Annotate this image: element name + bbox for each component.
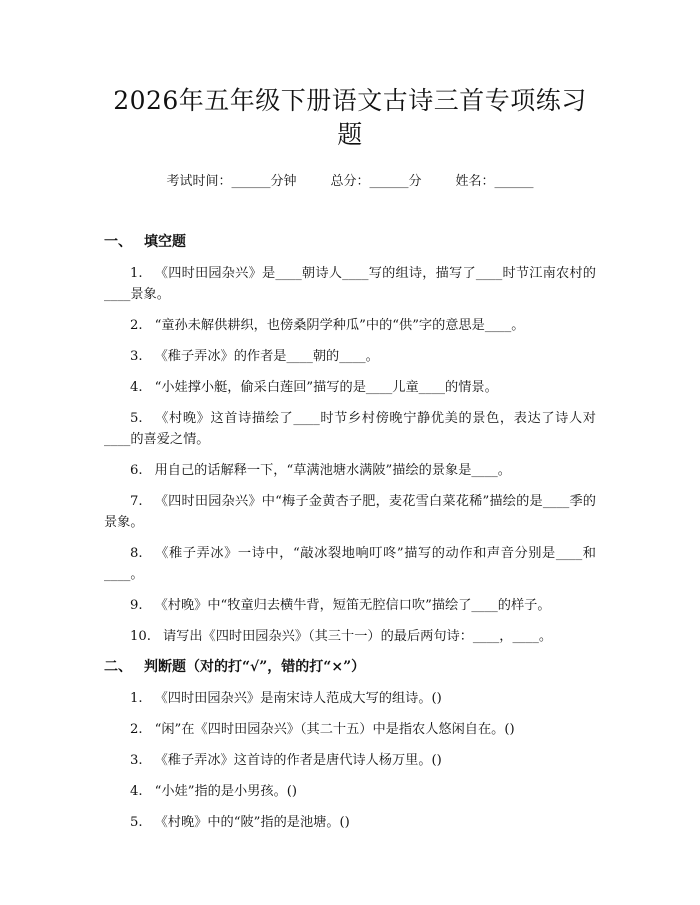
question-item — [104, 812, 596, 833]
section-heading-true-false — [104, 657, 596, 677]
question-number: 3. — [130, 349, 143, 364]
question-text: 《四时田园杂兴》中“梅子金黄杏子肥，麦花雪白菜花稀”描绘的是____季的景象。 — [104, 494, 596, 530]
question-item — [104, 595, 596, 616]
question-number: 1. — [130, 691, 143, 706]
question-text: 用自己的话解释一下，“草满池塘水满陂”描绘的景象是____。 — [154, 463, 511, 478]
exam-info-line — [104, 172, 596, 192]
question-item — [104, 377, 596, 398]
question-number: 10. — [130, 629, 151, 644]
true-false-question-list — [104, 688, 596, 833]
question-item — [104, 543, 596, 585]
total-score-field: 总分：______分 — [330, 174, 422, 189]
question-item — [104, 408, 596, 450]
question-item — [104, 346, 596, 367]
question-number: 9. — [130, 598, 143, 613]
question-number: 5. — [130, 411, 143, 426]
exam-time-field: 考试时间：______分钟 — [166, 174, 297, 189]
question-text: 《稚子弄冰》的作者是____朝的____。 — [154, 349, 379, 364]
question-number: 2. — [130, 318, 143, 333]
question-item — [104, 626, 596, 647]
question-number: 8. — [130, 546, 143, 561]
question-number: 5. — [130, 815, 143, 830]
student-name-field: 姓名：______ — [455, 174, 534, 189]
question-item — [104, 688, 596, 709]
question-text: 《村晚》这首诗描绘了____时节乡村傍晚宁静优美的景色，表达了诗人对____的喜爱之情。 — [104, 411, 596, 447]
question-item — [104, 750, 596, 771]
fill-blank-question-list — [104, 263, 596, 647]
question-text: 请写出《四时田园杂兴》（其三十一）的最后两句诗：____，____。 — [162, 629, 553, 644]
question-text: “小娃撑小艇，偷采白莲回”描写的是____儿童____的情景。 — [154, 380, 498, 395]
question-item — [104, 491, 596, 533]
question-item — [104, 263, 596, 305]
page-title: 2026年五年级下册语文古诗三首专项练习题 — [113, 86, 587, 149]
section-title: 判断题（对的打“√”，错的打“×”） — [144, 659, 366, 675]
question-text: 《稚子弄冰》一诗中，“敲冰裂地响叮咚”描写的动作和声音分别是____和____。 — [104, 546, 596, 582]
question-text: 《稚子弄冰》这首诗的作者是唐代诗人杨万里。() — [154, 753, 442, 768]
question-number: 4. — [130, 380, 143, 395]
question-number: 4. — [130, 784, 143, 799]
section-title: 填空题 — [144, 234, 186, 250]
question-item — [104, 719, 596, 740]
question-item — [104, 460, 596, 481]
question-text: 《村晚》中“牧童归去横牛背，短笛无腔信口吹”描绘了____的样子。 — [154, 598, 551, 613]
question-number: 3. — [130, 753, 143, 768]
section-heading-fill-blank — [104, 232, 596, 252]
question-number: 2. — [130, 722, 143, 737]
question-text: 《四时田园杂兴》是南宋诗人范成大写的组诗。() — [154, 691, 442, 706]
question-text: 《村晚》中的“陂”指的是池塘。() — [154, 815, 350, 830]
question-item — [104, 315, 596, 336]
question-number: 7. — [130, 494, 143, 509]
section-number: 一、 — [104, 234, 132, 250]
question-number: 1. — [130, 266, 143, 281]
question-text: “小娃”指的是小男孩。() — [154, 784, 298, 799]
question-text: “童孙未解供耕织，也傍桑阴学种瓜”中的“供”字的意思是____。 — [154, 318, 525, 333]
question-item — [104, 781, 596, 802]
question-text: 《四时田园杂兴》是____朝诗人____写的组诗，描写了____时节江南农村的____景象。 — [104, 266, 596, 302]
section-number: 二、 — [104, 659, 132, 675]
question-text: “闲”在《四时田园杂兴》（其二十五）中是指农人悠闲自在。() — [154, 722, 515, 737]
question-number: 6. — [130, 463, 143, 478]
